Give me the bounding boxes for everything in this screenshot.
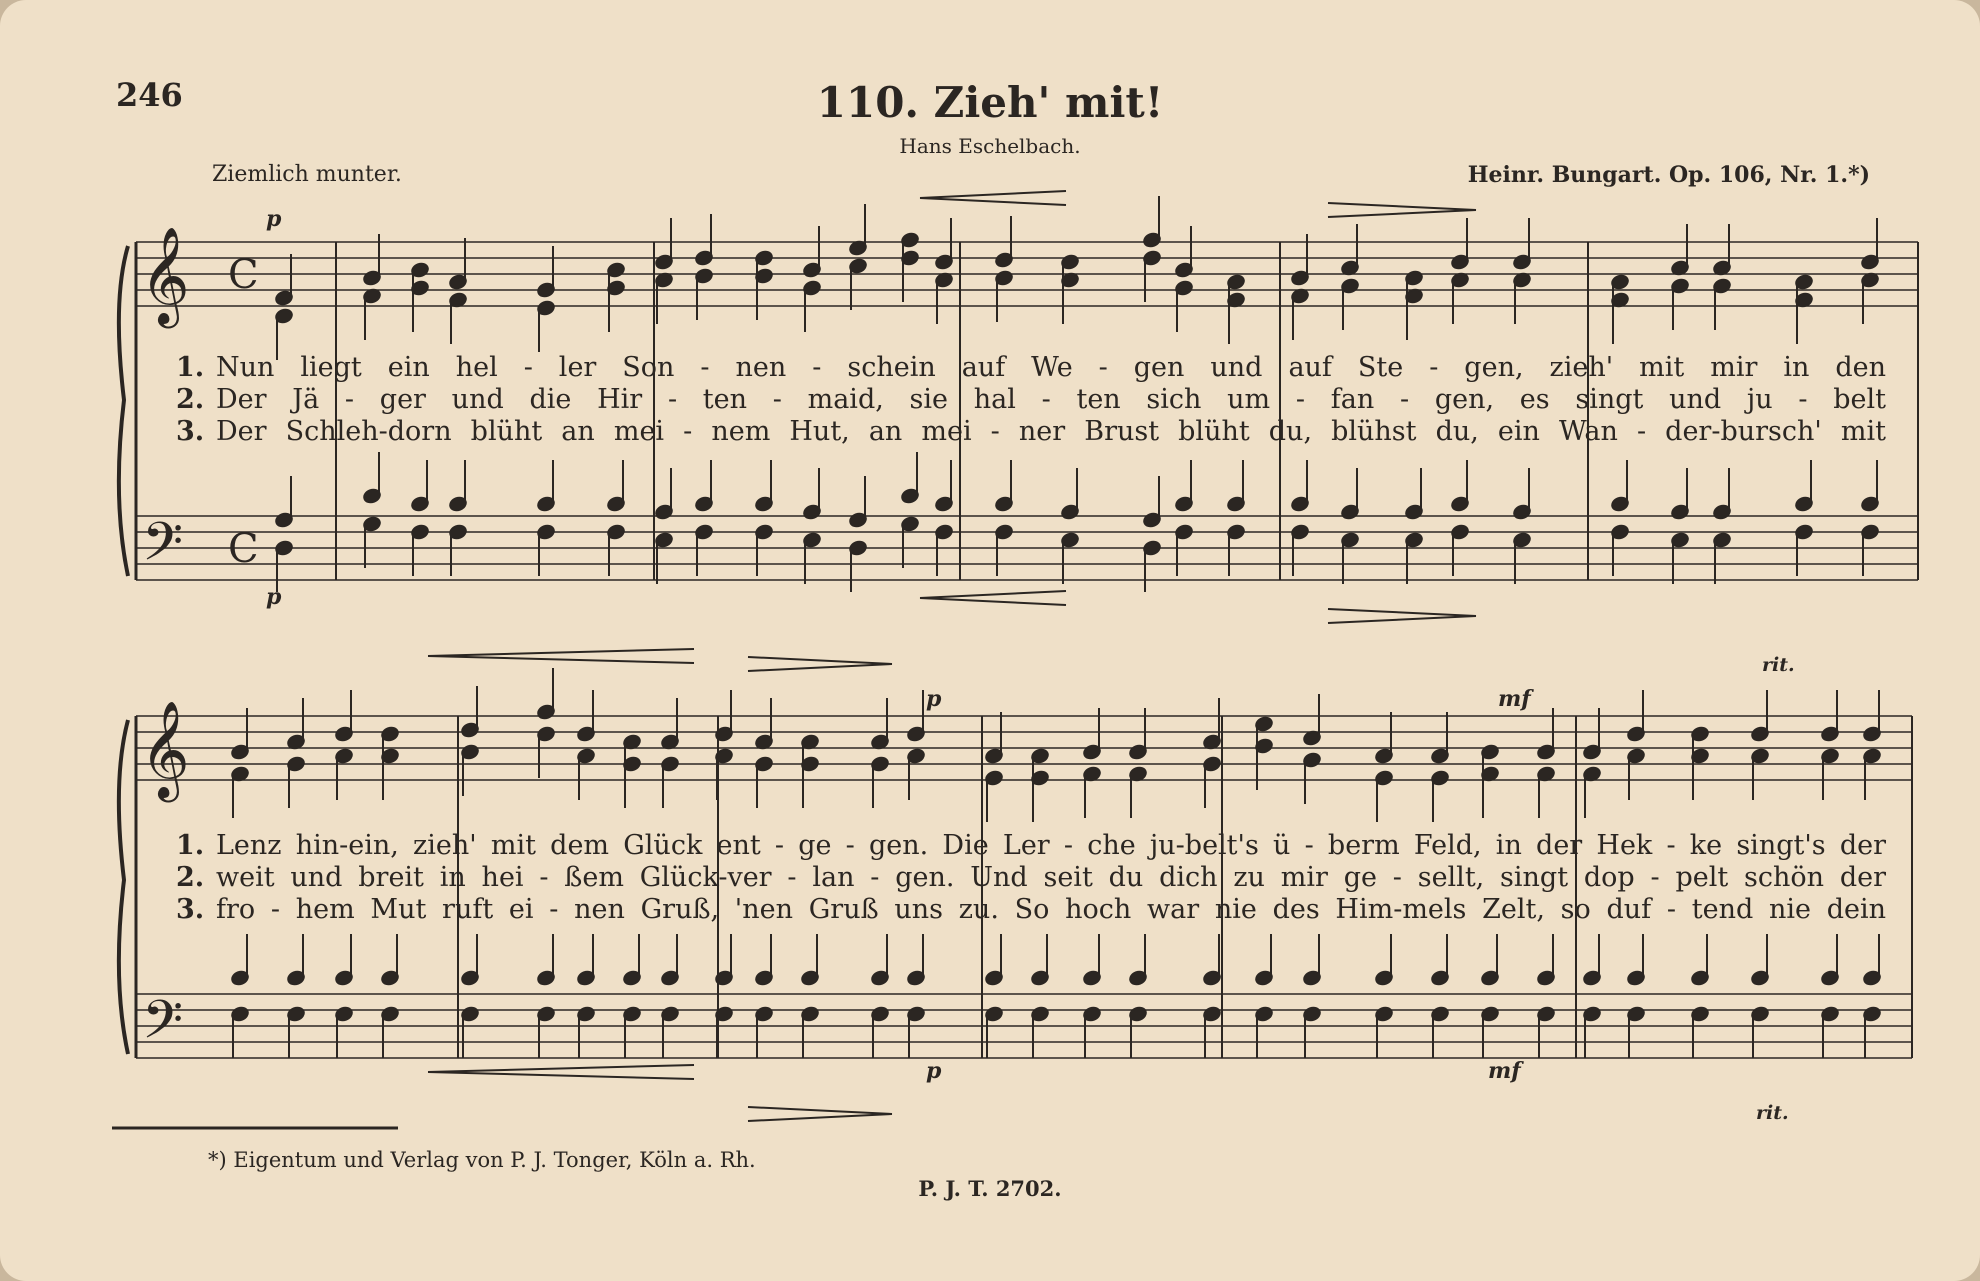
hairpin-decrescendo: [748, 1114, 892, 1121]
hairpin-decrescendo: [748, 1107, 892, 1114]
treble-clef-icon: 𝄞: [140, 226, 190, 324]
plate-number: P. J. T. 2702.: [918, 1176, 1062, 1201]
verse-lyrics: fro - hem Mut ruft ei - nen Gruß, 'nen Gruß uns zu. So hoch war nie des Him-mels Zelt, so duf - tend nie dein: [216, 894, 1886, 925]
hairpin-decrescendo: [1328, 609, 1476, 616]
song-title: 110. Zieh' mit!: [816, 78, 1164, 127]
verse-line: [176, 830, 1886, 866]
verse-line: [176, 416, 1886, 452]
ritardando-bass: rit.: [1756, 1102, 1789, 1124]
hairpin-crescendo: [920, 591, 1066, 598]
hairpin-crescendo: [428, 656, 694, 663]
verse-number: 1.: [176, 830, 205, 861]
hairpin-crescendo: [920, 191, 1066, 198]
hairpin-crescendo: [428, 1065, 694, 1072]
hairpin-crescendo: [920, 198, 1066, 205]
lyricist: Hans Eschelbach.: [899, 134, 1081, 158]
bass-clef-icon: 𝄢: [142, 990, 184, 1064]
dynamic-piano-treble-2: p: [926, 686, 942, 712]
hairpin-decrescendo: [748, 657, 892, 664]
verse-lyrics: Lenz hin-ein, zieh' mit dem Glück ent - ge - gen. Die Ler - che ju-belt's ü - berm Feld, in der Hek - ke singt's der: [216, 830, 1886, 861]
hairpin-decrescendo: [1328, 616, 1476, 623]
ritardando-treble: rit.: [1762, 654, 1795, 676]
dynamic-mezzoforte-bass: mf: [1488, 1058, 1521, 1084]
system-brace: [119, 246, 128, 576]
verse-lyrics: Der Jä - ger und die Hir - ten - maid, sie hal - ten sich um - fan - gen, es singt und ju - belt: [216, 384, 1886, 415]
verse-line: [176, 894, 1886, 930]
dynamic-piano-bass-1: p: [266, 584, 282, 610]
bass-clef-icon: 𝄢: [142, 512, 184, 586]
composer-credit: Heinr. Bungart. Op. 106, Nr. 1.*): [1467, 162, 1870, 188]
hairpin-crescendo: [920, 598, 1066, 605]
verse-lyrics: Nun liegt ein hel - ler Son - nen - schein auf We - gen und auf Ste - gen, zieh' mit mir in den: [216, 352, 1886, 383]
hairpin-decrescendo: [1328, 203, 1476, 210]
verse-number: 1.: [176, 352, 205, 383]
dynamic-piano-treble-1: p: [266, 206, 282, 232]
verse-number: 3.: [176, 416, 205, 447]
treble-clef-icon: 𝄞: [140, 700, 190, 798]
verse-number: 2.: [176, 862, 205, 893]
time-signature-common: C: [228, 526, 259, 572]
verse-number: 2.: [176, 384, 205, 415]
verse-lyrics: weit und breit in hei - ßem Glück-ver - lan - gen. Und seit du dich zu mir ge - sellt, singt dop - pelt schön der: [216, 862, 1886, 893]
hairpin-decrescendo: [748, 664, 892, 671]
verse-line: [176, 862, 1886, 898]
system-brace: [119, 720, 128, 1054]
page-number: 246: [116, 76, 183, 114]
verse-line: [176, 384, 1886, 420]
verse-lyrics: Der Schleh-dorn blüht an mei - nem Hut, an mei - ner Brust blüht du, blühst du, ein Wan - der-bursch' mit: [216, 416, 1886, 447]
dynamic-mezzoforte-treble: mf: [1498, 686, 1531, 712]
hairpin-crescendo: [428, 649, 694, 656]
dynamic-piano-bass-2: p: [926, 1058, 942, 1084]
verse-line: [176, 352, 1886, 388]
tempo-marking: Ziemlich munter.: [212, 162, 402, 187]
time-signature-common: C: [228, 252, 259, 298]
footnote: *) Eigentum und Verlag von P. J. Tonger, Köln a. Rh.: [208, 1148, 756, 1172]
hairpin-crescendo: [428, 1072, 694, 1079]
verse-number: 3.: [176, 894, 205, 925]
hairpin-decrescendo: [1328, 210, 1476, 217]
